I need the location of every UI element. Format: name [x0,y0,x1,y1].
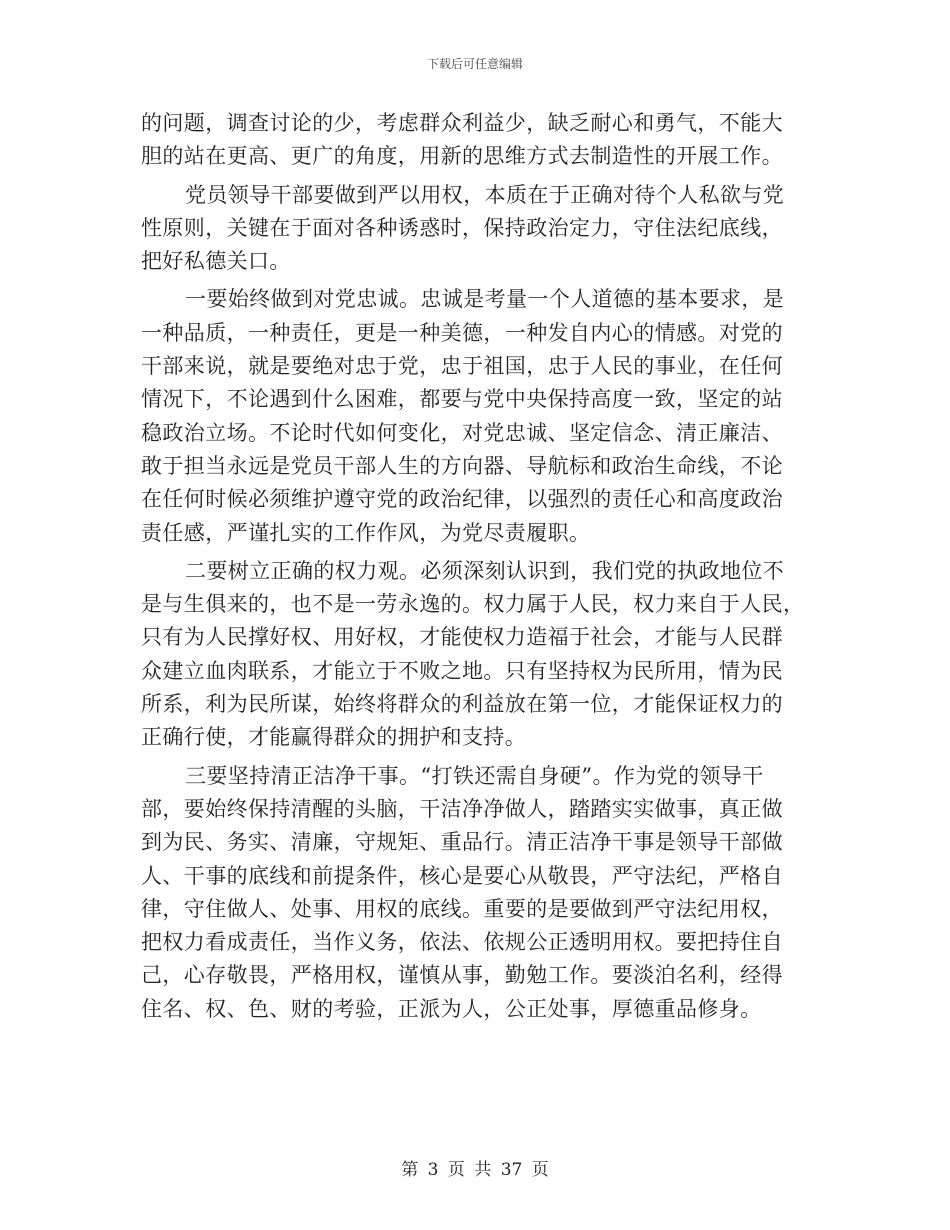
text-line: 胆的站在更高、更广的角度，用新的思维方式去制造性的开展工作。 [141,144,783,169]
text-line: 一要始终做到对党忠诚。忠诚是考量一个人道德的基本要求，是 [185,287,785,312]
text-line: 住名、权、色、财的考验，正派为人，公正处事，厚德重品修身。 [141,996,762,1021]
document-body [141,107,809,1026]
text-line: 部，要始终保持清醒的头脑，干洁净净做人，踏踏实实做事，真正做 [141,796,783,821]
text-line: 责任感，严谨扎实的工作作风，为党尽责履职。 [141,520,591,545]
text-line: 敢于担当永远是党员干部人生的方向器、导航标和政治生命线，不论 [141,453,783,478]
text-line: 到为民、务实、清廉，守规矩、重品行。清正洁净干事是领导干部做 [141,830,783,855]
paragraph [141,107,809,174]
text-line: 的问题，调查讨论的少，考虑群众利益少，缺乏耐心和勇气，不能大 [141,111,783,135]
text-line: 二要树立正确的权力观。必须深刻认识到，我们党的执政地位不 [185,558,785,583]
paragraph [141,760,809,1026]
text-line: 把权力看成责任，当作义务，依法、依规公正透明用权。要把持住自 [141,930,783,955]
text-line: 众建立血肉联系，才能立于不败之地。只有坚持权为民所用，情为民 [141,658,783,683]
text-line: 正确行使，才能赢得群众的拥护和支持。 [141,725,527,750]
text-line: 只有为人民撑好权、用好权，才能使权力造福于社会，才能与人民群 [141,625,783,650]
text-line: 把好私德关口。 [141,249,291,274]
text-line: 在任何时候必须维护遵守党的政治纪律，以强烈的责任心和高度政治 [141,487,783,512]
paragraph [141,283,809,549]
paragraph [141,179,809,279]
text-line: 人、干事的底线和前提条件，核心是要心从敬畏，严守法纪，严格自 [141,863,783,888]
page-footer: 第 3 页 共 37 页 [401,1160,549,1180]
text-line: 是与生俱来的，也不是一劳永逸的。权力属于人民，权力来自于人民， [141,592,805,617]
text-line: 干部来说，就是要绝对忠于党，忠于祖国，忠于人民的事业，在任何 [141,354,783,379]
text-line: 三要坚持清正洁净干事。“打铁还需自身硬”。作为党的领导干 [185,763,764,788]
text-line: 性原则，关键在于面对各种诱惑时，保持政治定力，守住法纪底线， [141,215,783,240]
text-line: 情况下，不论遇到什么困难，都要与党中央保持高度一致，坚定的站 [141,387,783,412]
text-line: 党员领导干部要做到严以用权，本质在于正确对待个人私欲与党 [185,182,785,207]
page-header: 下载后可任意编辑 [426,57,523,71]
text-line: 律，守住做人、处事、用权的底线。重要的是要做到严守法纪用权， [141,896,783,921]
text-line: 所系，利为民所谋，始终将群众的利益放在第一位，才能保证权力的 [141,692,783,717]
text-line: 一种品质，一种责任，更是一种美德，一种发自内心的情感。对党的 [141,320,783,345]
paragraph [141,555,809,755]
text-line: 己，心存敬畏，严格用权，谨慎从事，勤勉工作。要淡泊名利，经得 [141,963,783,988]
text-line: 稳政治立场。不论时代如何变化，对党忠诚、坚定信念、清正廉洁、 [141,420,783,445]
